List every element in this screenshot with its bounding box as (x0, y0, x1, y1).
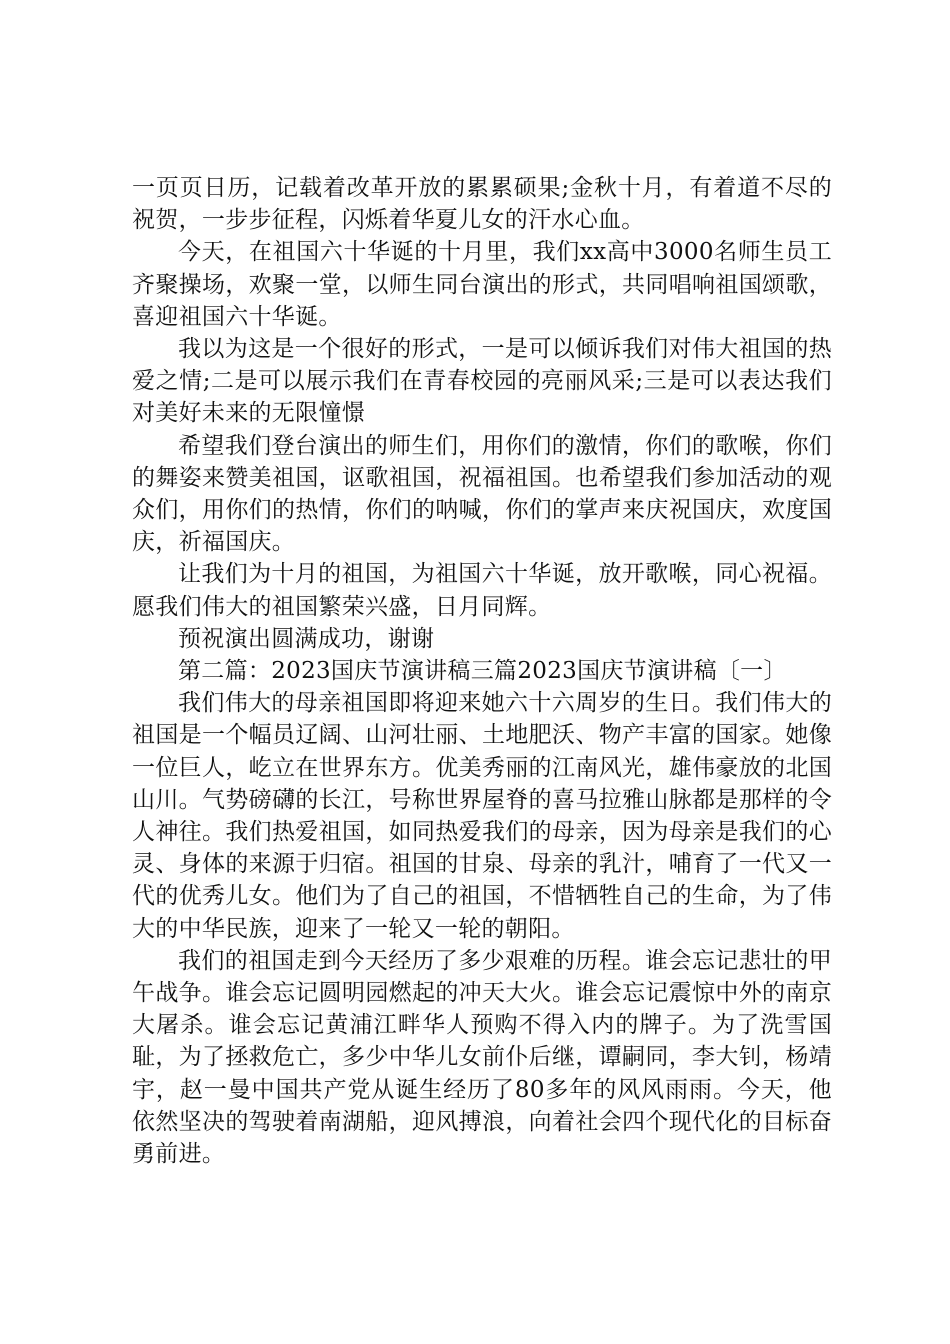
document-page (132, 172, 832, 1170)
paragraph-3: 我以为这是一个很好的形式，一是可以倾诉我们对伟大祖国的热爱之情;二是可以展示我们在青春校园的亮丽风采;三是可以表达我们对美好未来的无限憧憬 (132, 336, 832, 427)
paragraph-4: 希望我们登台演出的师生们，用你们的激情，你们的歌喉，你们的舞姿来赞美祖国，讴歌祖国，祝福祖国。也希望我们参加活动的观众们，用你们的热情，你们的呐喊，你们的掌声来庆祝国庆，欢度国庆，祈福国庆。 (132, 432, 832, 556)
paragraph-8: 我们伟大的母亲祖国即将迎来她六十六周岁的生日。我们伟大的祖国是一个幅员辽阔、山河壮丽、土地肥沃、物产丰富的国家。她像一位巨人，屹立在世界东方。优美秀丽的江南风光，雄伟豪放的北国山川。气势磅礴的长江，号称世界屋脊的喜马拉雅山脉都是那样的令人神往。我们热爱祖国，如同热爱我们的母亲，因为母亲是我们的心灵、身体的来源于归宿。祖国的甘泉、母亲的乳汁，哺育了一代又一代的优秀儿女。他们为了自己的祖国，不惜牺牲自己的生命，为了伟大的中华民族，迎来了一轮又一轮的朝阳。 (132, 690, 832, 942)
paragraph-6: 预祝演出圆满成功，谢谢 (178, 625, 435, 652)
paragraph-9: 我们的祖国走到今天经历了多少艰难的历程。谁会忘记悲壮的甲午战争。谁会忘记圆明园燃起的冲天大火。谁会忘记震惊中外的南京大屠杀。谁会忘记黄浦江畔华人预购不得入内的牌子。为了洗雪国耻，为了拯救危亡，多少中华儿女前仆后继，谭嗣同，李大钊，杨靖宇，赵一曼中国共产党从诞生经历了80多年的风风雨雨。今天，他依然坚决的驾驶着南湖船，迎风搏浪，向着社会四个现代化的目标奋勇前进。 (132, 947, 832, 1168)
section-heading: 第二篇：2023国庆节演讲稿三篇2023国庆节演讲稿〔一〕 (178, 658, 787, 685)
paragraph-2: 今天，在祖国六十华诞的十月里，我们xx高中3000名师生员工齐聚操场，欢聚一堂，以师生同台演出的形式，共同唱响祖国颂歌，喜迎祖国六十华诞。 (132, 239, 832, 330)
paragraph-1: 一页页日历，记载着改革开放的累累硕果;金秋十月，有着道不尽的祝贺，一步步征程，闪烁着华夏儿女的汗水心血。 (132, 175, 832, 234)
paragraph-5: 让我们为十月的祖国，为祖国六十华诞，放开歌喉，同心祝福。愿我们伟大的祖国繁荣兴盛，日月同辉。 (132, 561, 832, 620)
